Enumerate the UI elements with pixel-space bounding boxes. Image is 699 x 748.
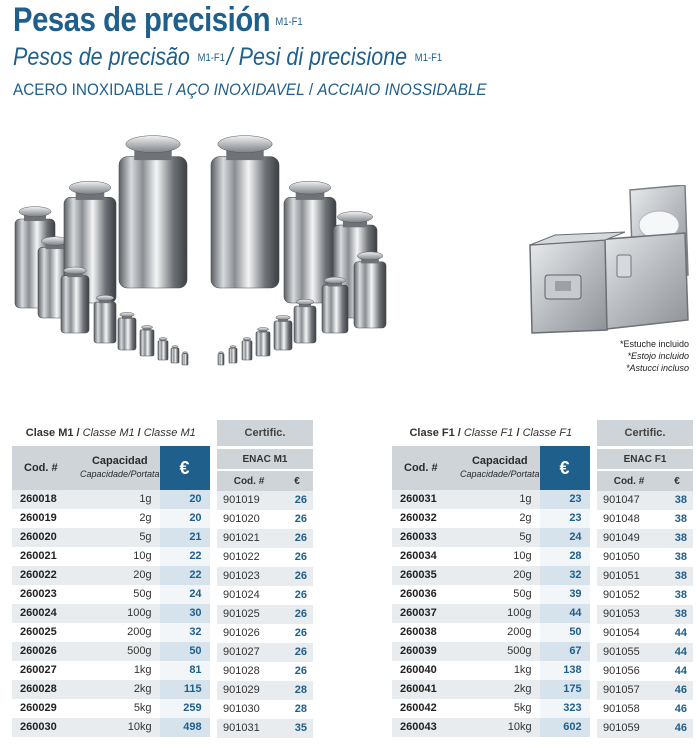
m1-table-row — [12, 509, 210, 528]
f1-col-price: € — [540, 446, 590, 490]
f1-cert-col-price: € — [661, 470, 693, 491]
m1-cert-cell-cod: 901029 — [217, 681, 281, 700]
m1-cell-cap: 5kg — [133, 702, 152, 714]
m1-price-table — [12, 420, 210, 737]
f1-cell-cod: 260042 — [400, 702, 437, 714]
f1-cell-price: 39 — [540, 585, 590, 604]
f1-cell-price: 602 — [540, 718, 590, 737]
f1-cert-cell-cod: 901050 — [603, 551, 640, 563]
material-es: ACERO INOXIDABLE — [13, 80, 164, 99]
f1-cert-cell-price: 44 — [674, 627, 687, 639]
f1-cert-cell-cod: 901047 — [597, 491, 661, 510]
m1-cell-cod: 260029 — [20, 702, 57, 714]
m1-cert-cell-cod: 901028 — [223, 665, 260, 677]
f1-cell-cod: 260037 — [392, 604, 460, 623]
f1-cert-cell-cod: 901057 — [597, 681, 661, 700]
material-sep-2: / — [304, 80, 318, 99]
m1-cell-price: 20 — [160, 490, 210, 509]
m1-cell-cap: 50g — [133, 588, 152, 600]
m1-cert-cell-price: 26 — [281, 605, 313, 624]
f1-cell-price: 50 — [540, 623, 590, 642]
f1-cert-row — [597, 567, 693, 586]
weight-piece — [229, 346, 237, 363]
f1-cell-cod: 260039 — [392, 642, 460, 661]
f1-cert-col-cod: Cod. # — [597, 470, 661, 491]
m1-cert-cell-cod: 901022 — [223, 551, 260, 563]
case-photo — [525, 185, 693, 335]
m1-cert-cell-cod: 901030 — [223, 703, 260, 715]
f1-cert-row — [597, 643, 693, 662]
f1-cell-cap: 50g — [513, 588, 532, 600]
subtitle-pt: Pesos de precisão — [13, 43, 190, 71]
m1-cell-cap: 20g — [80, 566, 160, 585]
f1-cell-price: 23 — [540, 509, 590, 528]
f1-cell-cod: 260040 — [400, 664, 437, 676]
m1-table-row — [12, 623, 210, 642]
m1-table-row — [12, 585, 210, 604]
weight-piece — [61, 267, 89, 333]
weights-group — [15, 136, 386, 365]
weight-piece — [119, 136, 187, 288]
m1-cert-cell-price: 26 — [294, 589, 307, 601]
m1-table-row — [12, 642, 210, 661]
m1-cert-row — [217, 662, 313, 681]
m1-cell-price: 20 — [160, 509, 210, 528]
weight-piece — [294, 299, 316, 343]
material-sep-1: / — [163, 80, 177, 99]
f1-cert-cell-cod: 901056 — [603, 665, 640, 677]
page-title — [13, 0, 303, 42]
f1-cert-cell-price: 46 — [674, 703, 687, 715]
f1-cell-cod: 260034 — [400, 550, 437, 562]
f1-cert-cell-cod: 901048 — [603, 513, 640, 525]
m1-cell-price: 24 — [160, 585, 210, 604]
weight-piece — [242, 338, 252, 360]
m1-cell-cap: 100g — [80, 604, 160, 623]
m1-cert-table — [217, 420, 313, 738]
f1-col-capacity: Capacidad Capacidade/Portata — [460, 446, 540, 490]
f1-cert-cell-cod: 901059 — [597, 719, 661, 738]
f1-cert-row — [597, 491, 693, 510]
m1-table-row — [12, 661, 210, 680]
f1-cert-title: Certific. — [597, 420, 693, 448]
m1-cell-price: 115 — [160, 680, 210, 699]
f1-cell-cod: 260036 — [400, 588, 437, 600]
f1-cert-cell-price: 38 — [661, 567, 693, 586]
m1-table-row — [12, 547, 210, 566]
f1-cell-cod: 260043 — [392, 718, 460, 737]
m1-cert-row — [217, 719, 313, 738]
f1-cell-cap: 5kg — [513, 702, 532, 714]
m1-table-row — [12, 718, 210, 737]
m1-cert-cell-price: 28 — [294, 703, 307, 715]
m1-cell-price: 259 — [160, 699, 210, 718]
m1-cell-cap: 2g — [139, 512, 152, 524]
f1-cell-cap: 10g — [513, 550, 532, 562]
f1-cert-row — [597, 586, 693, 605]
f1-table-row — [392, 528, 590, 547]
f1-cell-price: 23 — [540, 490, 590, 509]
m1-cert-cell-cod: 901021 — [217, 529, 281, 548]
m1-cert-cell-price: 26 — [294, 627, 307, 639]
m1-cell-price: 22 — [160, 547, 210, 566]
f1-cell-cod: 260041 — [392, 680, 460, 699]
m1-cert-cell-price: 28 — [281, 681, 313, 700]
m1-cell-cap: 10g — [133, 550, 152, 562]
title-text: Pesas de precisión — [13, 1, 271, 39]
f1-cell-cap: 1kg — [513, 664, 532, 676]
f1-cell-price: 175 — [540, 680, 590, 699]
m1-table-row — [12, 699, 210, 718]
f1-table-row — [392, 566, 590, 585]
material-line — [13, 79, 487, 101]
m1-cell-cap: 10kg — [80, 718, 160, 737]
f1-cell-cap: 20g — [460, 566, 540, 585]
m1-cell-cod: 260023 — [20, 588, 57, 600]
f1-cert-cell-price: 46 — [661, 719, 693, 738]
f1-cell-price: 138 — [540, 661, 590, 680]
f1-table-row — [392, 490, 590, 509]
f1-cert-cell-price: 38 — [661, 491, 693, 510]
m1-cert-cell-cod: 901020 — [223, 513, 260, 525]
weight-piece — [211, 136, 279, 288]
weight-piece — [182, 352, 188, 365]
f1-cert-cell-cod: 901058 — [603, 703, 640, 715]
f1-cert-row — [597, 681, 693, 700]
f1-rows — [392, 490, 590, 737]
case-note-es: *Estuche incluido — [619, 339, 689, 349]
f1-cert-cell-price: 38 — [674, 513, 687, 525]
m1-cell-cod: 260025 — [20, 626, 57, 638]
weight-piece — [118, 312, 136, 350]
m1-table-row — [12, 490, 210, 509]
f1-cert-cell-price: 38 — [661, 605, 693, 624]
case-note-it: *Astucci incluso — [625, 363, 689, 373]
m1-cell-cap: 500g — [80, 642, 160, 661]
f1-cert-cell-price: 38 — [661, 529, 693, 548]
m1-table-row — [12, 566, 210, 585]
f1-cell-cod: 260038 — [400, 626, 437, 638]
m1-cell-price: 30 — [160, 604, 210, 623]
m1-cert-cell-cod: 901031 — [217, 719, 281, 738]
f1-cert-row — [597, 624, 693, 643]
f1-cell-price: 32 — [540, 566, 590, 585]
m1-cert-row — [217, 548, 313, 567]
f1-cell-cap: 2kg — [460, 680, 540, 699]
f1-cert-row — [597, 719, 693, 738]
m1-cell-price: 498 — [160, 718, 210, 737]
m1-table-row — [12, 604, 210, 623]
m1-table-row — [12, 680, 210, 699]
m1-class-label: Clase M1 / Classe M1 / Classe M1 — [25, 427, 196, 439]
weight-piece — [322, 277, 348, 333]
f1-cert-cell-cod: 901049 — [597, 529, 661, 548]
m1-cert-rows — [217, 491, 313, 738]
weight-piece — [171, 346, 179, 363]
case-notes — [620, 338, 689, 374]
m1-cell-price: 81 — [160, 661, 210, 680]
m1-cell-cod: 260028 — [12, 680, 80, 699]
m1-cell-cap: 5g — [80, 528, 160, 547]
f1-cert-cell-price: 44 — [674, 665, 687, 677]
f1-cert-cell-cod: 901054 — [603, 627, 640, 639]
weight-piece — [218, 352, 224, 365]
f1-table-row — [392, 680, 590, 699]
m1-cert-cell-cod: 901025 — [217, 605, 281, 624]
m1-rows — [12, 490, 210, 737]
weights-photo — [5, 128, 390, 378]
f1-cert-row — [597, 529, 693, 548]
m1-cell-cod: 260030 — [12, 718, 80, 737]
f1-cell-cod: 260031 — [392, 490, 460, 509]
weight-piece — [94, 295, 116, 343]
f1-table-row — [392, 585, 590, 604]
f1-cell-cap: 5g — [460, 528, 540, 547]
large-case — [595, 185, 688, 330]
material-pt: AÇO INOXIDAVEL — [176, 80, 305, 99]
weight-piece — [140, 326, 154, 356]
f1-cert-row — [597, 548, 693, 567]
f1-cell-cod: 260035 — [392, 566, 460, 585]
f1-cert-table — [597, 420, 693, 738]
m1-cert-cell-price: 26 — [294, 513, 307, 525]
m1-cert-col-cod: Cod. # — [217, 470, 281, 491]
f1-price-table — [392, 420, 590, 737]
f1-cert-row — [597, 605, 693, 624]
weight-piece — [274, 315, 292, 350]
f1-cell-cap: 200g — [507, 626, 532, 638]
m1-cert-col-price: € — [281, 470, 313, 491]
f1-cell-cap: 2g — [519, 512, 532, 524]
m1-cell-cod: 260018 — [12, 490, 80, 509]
m1-cell-price: 50 — [160, 642, 210, 661]
m1-cert-row — [217, 491, 313, 510]
m1-cert-sub: ENAC M1 — [217, 448, 313, 471]
f1-table-row — [392, 604, 590, 623]
f1-cert-cell-cod: 901055 — [597, 643, 661, 662]
f1-cert-sub: ENAC F1 — [597, 448, 693, 471]
m1-cert-row — [217, 681, 313, 700]
case-note-pt: *Estojo incluido — [627, 351, 689, 361]
f1-cell-cod: 260033 — [392, 528, 460, 547]
f1-cell-cap: 1g — [460, 490, 540, 509]
m1-col-capacity: Capacidad Capacidade/Portata — [80, 446, 160, 490]
f1-table-row — [392, 661, 590, 680]
m1-cert-row — [217, 567, 313, 586]
m1-cert-cell-cod: 901026 — [223, 627, 260, 639]
m1-cert-row — [217, 510, 313, 529]
m1-cell-price: 32 — [160, 623, 210, 642]
m1-cell-price: 22 — [160, 566, 210, 585]
m1-cert-row — [217, 529, 313, 548]
f1-cert-row — [597, 700, 693, 719]
f1-cert-cell-price: 46 — [661, 681, 693, 700]
m1-cert-title: Certific. — [217, 420, 313, 448]
m1-cell-cod: 260024 — [12, 604, 80, 623]
f1-cell-price: 28 — [540, 547, 590, 566]
m1-cert-cell-price: 35 — [281, 719, 313, 738]
m1-cert-cell-cod: 901027 — [217, 643, 281, 662]
m1-cell-cap: 2kg — [80, 680, 160, 699]
m1-cert-cell-price: 26 — [294, 551, 307, 563]
f1-table-row — [392, 642, 590, 661]
m1-cell-cod: 260026 — [12, 642, 80, 661]
f1-cert-row — [597, 510, 693, 529]
m1-cell-price: 21 — [160, 528, 210, 547]
m1-cert-row — [217, 586, 313, 605]
f1-cell-price: 323 — [540, 699, 590, 718]
f1-cert-rows — [597, 491, 693, 738]
f1-cert-row — [597, 662, 693, 681]
f1-cert-cell-price: 44 — [661, 643, 693, 662]
m1-cert-cell-cod: 901024 — [223, 589, 260, 601]
f1-cell-cap: 10kg — [460, 718, 540, 737]
m1-cell-cod: 260022 — [12, 566, 80, 585]
f1-table-row — [392, 547, 590, 566]
m1-cert-row — [217, 605, 313, 624]
m1-cell-cap: 200g — [127, 626, 152, 638]
f1-cert-cell-cod: 901053 — [597, 605, 661, 624]
m1-cert-cell-price: 26 — [281, 529, 313, 548]
f1-cell-price: 44 — [540, 604, 590, 623]
m1-cert-cell-price: 26 — [281, 567, 313, 586]
f1-cert-cell-cod: 901051 — [597, 567, 661, 586]
f1-col-cod: Cod. # — [392, 446, 460, 490]
m1-cert-row — [217, 643, 313, 662]
f1-cert-cell-cod: 901052 — [603, 589, 640, 601]
m1-cell-cap: 1kg — [133, 664, 152, 676]
f1-cell-cap: 100g — [460, 604, 540, 623]
subtitle-separator: / — [226, 43, 233, 71]
f1-cell-price: 24 — [540, 528, 590, 547]
m1-cert-cell-cod: 901023 — [217, 567, 281, 586]
f1-table-row — [392, 718, 590, 737]
subtitle-it: Pesi di precisione — [238, 43, 408, 71]
f1-cert-cell-price: 38 — [674, 589, 687, 601]
f1-cell-price: 67 — [540, 642, 590, 661]
m1-cert-row — [217, 700, 313, 719]
f1-cert-cell-price: 38 — [674, 551, 687, 563]
f1-table-row — [392, 623, 590, 642]
f1-table-row — [392, 699, 590, 718]
m1-table-row — [12, 528, 210, 547]
m1-col-price: € — [160, 446, 210, 490]
m1-col-cod: Cod. # — [12, 446, 80, 490]
m1-cert-cell-price: 26 — [281, 491, 313, 510]
subtitle-it-suffix: M1-F1 — [414, 52, 443, 65]
m1-cert-cell-price: 26 — [281, 643, 313, 662]
f1-table-row — [392, 509, 590, 528]
weight-piece — [158, 338, 168, 360]
title-suffix: M1-F1 — [275, 16, 303, 29]
m1-cert-cell-price: 26 — [294, 665, 307, 677]
f1-class-label: Clase F1 / Classe F1 / Classe F1 — [409, 427, 573, 439]
m1-cert-cell-cod: 901019 — [217, 491, 281, 510]
m1-cell-cod: 260027 — [20, 664, 57, 676]
subtitle-pt-suffix: M1-F1 — [197, 52, 225, 65]
m1-cell-cod: 260021 — [20, 550, 57, 562]
m1-cert-row — [217, 624, 313, 643]
m1-cell-cod: 260020 — [12, 528, 80, 547]
page-subtitle — [13, 42, 444, 73]
material-it: ACCIAIO INOSSIDABLE — [317, 80, 487, 99]
weight-piece — [354, 252, 386, 328]
weight-piece — [256, 328, 270, 356]
m1-cell-cap: 1g — [80, 490, 160, 509]
f1-cell-cod: 260032 — [400, 512, 437, 524]
m1-cell-cod: 260019 — [20, 512, 57, 524]
f1-cell-cap: 500g — [460, 642, 540, 661]
